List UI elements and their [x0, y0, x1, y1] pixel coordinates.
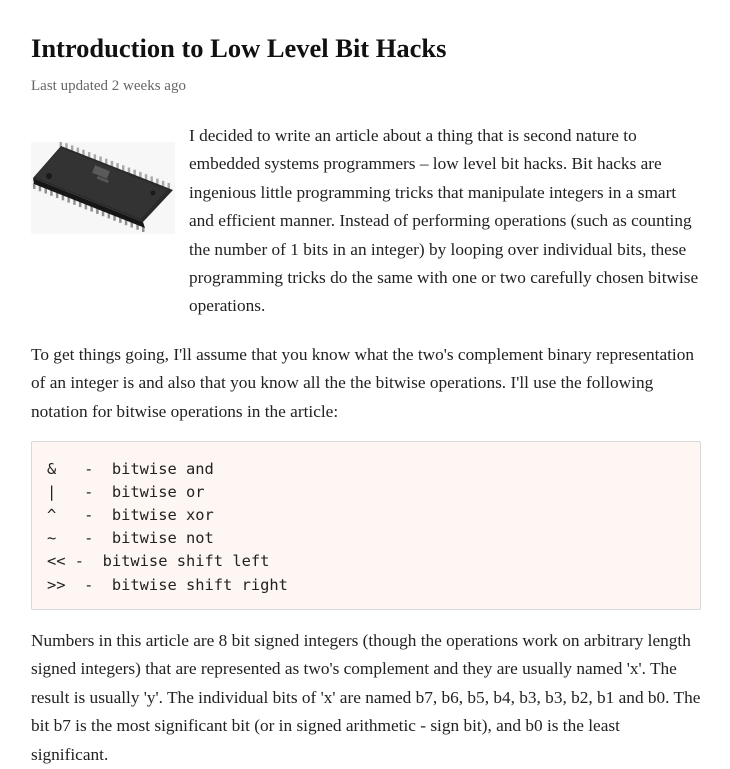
code-line-or: | - bitwise or [47, 483, 205, 502]
notation-code-block [31, 441, 701, 610]
intro-section [31, 120, 701, 321]
article [31, 0, 701, 769]
code-line-and: & - bitwise and [47, 460, 214, 479]
notation-intro-paragraph: To get things going, I'll assume that you know what the two's complement binary representation of an integer is and also that you know all the the bitwise operations. I'll use the following notation for bitwise operations in the article: [31, 344, 695, 421]
chip-image [31, 142, 175, 234]
intro-paragraph: I decided to write an article about a thing that is second nature to embedded systems programmers – low level bit hacks. Bit hacks are ingenious little programming tricks that manipulate integers in a smart and efficient manner. Instead of performing operations (such as counting the number of 1 bits in an integer) by looping over individual bits, these programming tricks do the same with one or two carefully chosen bitwise operations. [189, 126, 699, 316]
code-line-xor: ^ - bitwise xor [47, 506, 214, 525]
last-updated: Last updated 2 weeks ago [31, 78, 186, 94]
article-title: Introduction to Low Level Bit Hacks [31, 33, 447, 63]
code-line-shift-left: << - bitwise shift left [47, 552, 270, 571]
numbers-paragraph: Numbers in this article are 8 bit signed integers (though the operations work on arbitrary length signed integers) that are represented as two's complement and they are usually named 'x'. The result is usually 'y'. The individual bits of 'x' are named b7, b6, b5, b4, b3, b3, b2, b1 and b0. The bit b7 is the most significant bit (or in signed arithmetic - sign bit), and b0 is the least significant. [31, 631, 701, 764]
code-line-not: ~ - bitwise not [47, 529, 214, 548]
code-line-shift-right: >> - bitwise shift right [47, 575, 288, 594]
